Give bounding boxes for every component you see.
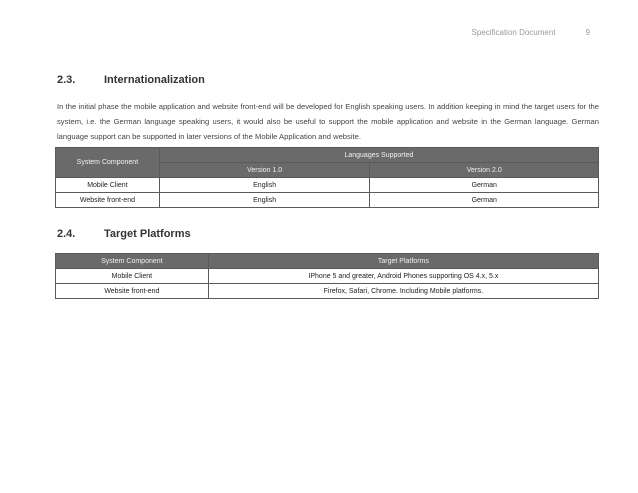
section-number: 2.4. xyxy=(57,228,76,240)
table-row xyxy=(56,178,599,193)
column-header-system-component: System Component xyxy=(56,148,160,178)
cell-platforms: Firefox, Safari, Chrome. Including Mobile platforms. xyxy=(208,284,598,299)
cell-component: Mobile Client xyxy=(56,178,160,193)
column-header-target-platforms: Target Platforms xyxy=(208,254,598,269)
cell-version-1: English xyxy=(159,193,370,208)
cell-component: Website front-end xyxy=(56,193,160,208)
cell-version-1: English xyxy=(159,178,370,193)
table-row xyxy=(56,269,599,284)
languages-table xyxy=(55,147,599,208)
cell-component: Mobile Client xyxy=(56,269,209,284)
column-header-version-2: Version 2.0 xyxy=(370,163,599,178)
column-header-system-component: System Component xyxy=(56,254,209,269)
table-row xyxy=(56,284,599,299)
cell-version-2: German xyxy=(370,178,599,193)
section-heading-target-platforms xyxy=(57,228,191,240)
internationalization-paragraph: In the initial phase the mobile application and website front-end will be developed for English speaking users. In addition keeping in mind the target users for the system, i.e. the German language speaking users, it would also be useful to support the mobile application and website in the German language. German language support can be supported in later versions of the Mobile Application and website. xyxy=(57,102,599,141)
cell-platforms: IPhone 5 and greater, Android Phones supporting OS 4.x, 5.x xyxy=(208,269,598,284)
document-title: Specification Document xyxy=(471,28,556,37)
section-title: Internationalization xyxy=(104,74,205,86)
section-number: 2.3. xyxy=(57,74,76,86)
cell-version-2: German xyxy=(370,193,599,208)
cell-component: Website front-end xyxy=(56,284,209,299)
page-header xyxy=(472,28,591,37)
section-heading-internationalization xyxy=(57,74,205,86)
page-number: 9 xyxy=(585,28,590,37)
section-title: Target Platforms xyxy=(104,228,191,240)
column-header-languages-supported: Languages Supported xyxy=(159,148,598,163)
column-header-version-1: Version 1.0 xyxy=(159,163,370,178)
platforms-table xyxy=(55,253,599,299)
table-row xyxy=(56,193,599,208)
